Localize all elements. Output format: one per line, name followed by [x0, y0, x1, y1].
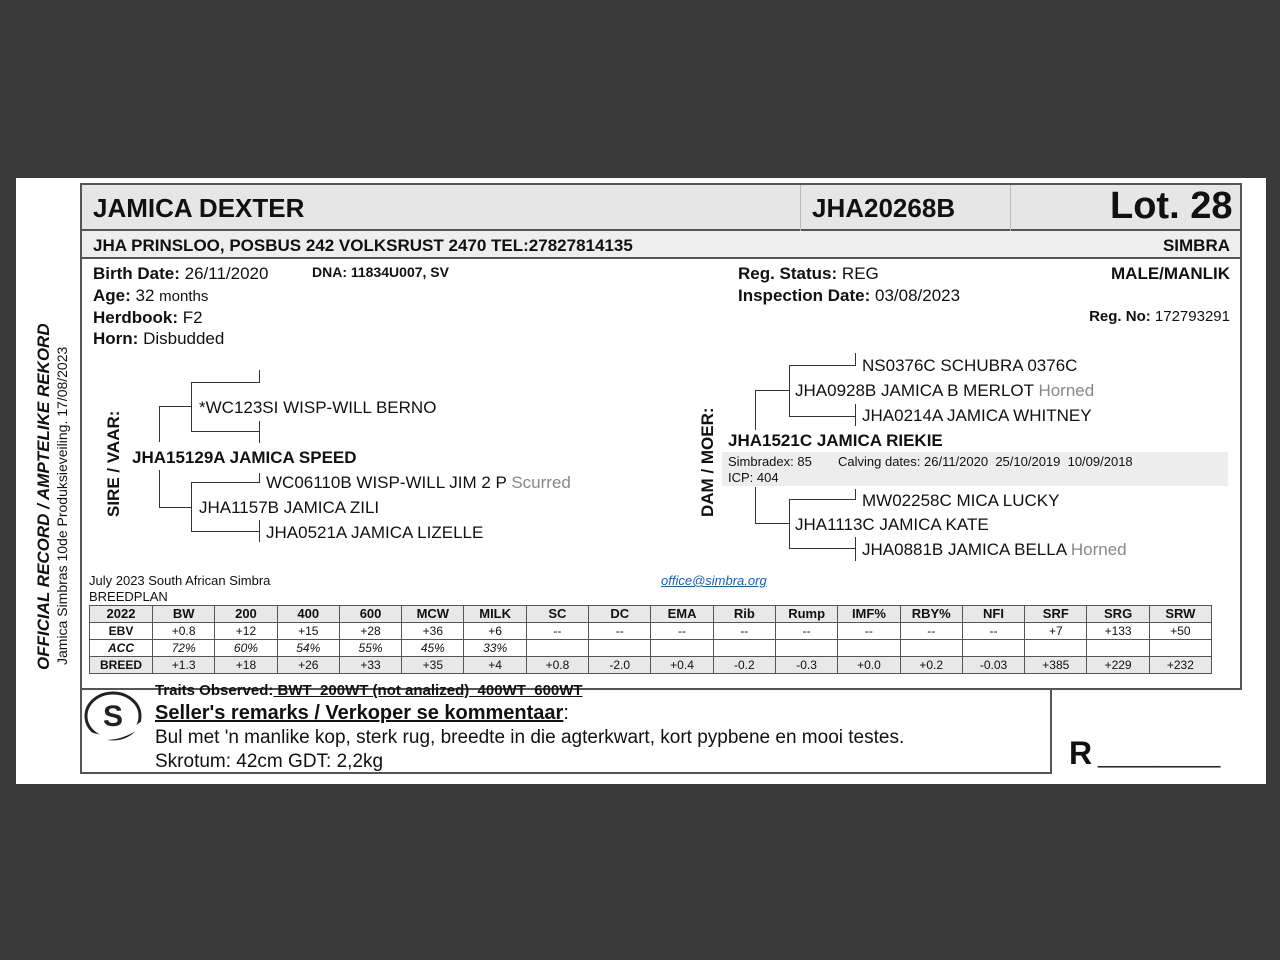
- ebv-cell: [775, 640, 837, 657]
- ebv-cell: SRG: [1087, 606, 1149, 623]
- sire-label: SIRE / VAAR:: [104, 410, 123, 517]
- ebv-cell: [1025, 640, 1087, 657]
- row-label-cell: EBV: [90, 623, 153, 640]
- ped-line: [755, 523, 789, 524]
- r-label: R: [1069, 735, 1093, 771]
- simbra-logo-icon: [82, 688, 146, 744]
- ebv-cell: +0.0: [838, 657, 900, 674]
- ebv-cell: 45%: [402, 640, 464, 657]
- ebv-cell: +4: [464, 657, 526, 674]
- row-label-cell: 2022: [90, 606, 153, 623]
- ebv-cell: --: [713, 623, 775, 640]
- ped-line: [789, 499, 855, 500]
- ebv-cell: -0.3: [775, 657, 837, 674]
- ped-line: [259, 421, 260, 443]
- row-label-cell: ACC: [90, 640, 153, 657]
- dam-sire: JHA0928B JAMICA B MERLOT Horned: [795, 381, 1095, 400]
- svg-text:S: S: [102, 700, 124, 733]
- row-label-cell: BREED: [90, 657, 153, 674]
- dam-dam-sire: MW02258C MICA LUCKY: [862, 491, 1060, 510]
- ebv-cell: [1087, 640, 1149, 657]
- ebv-cell: --: [962, 623, 1024, 640]
- ebv-cell: EMA: [651, 606, 713, 623]
- ebv-cell: +7: [1025, 623, 1087, 640]
- ebv-cell: +385: [1025, 657, 1087, 674]
- ebv-cell: [589, 640, 651, 657]
- ebv-cell: 400: [277, 606, 339, 623]
- official-record-label: OFFICIAL RECORD / AMPTELIKE REKORD: [34, 323, 53, 670]
- remarks-line2: Skrotum: 42cm GDT: 2,2kg: [155, 751, 384, 772]
- ebv-cell: +33: [339, 657, 401, 674]
- ebv-row: [90, 623, 1212, 640]
- divider: [800, 185, 801, 231]
- ebv-cell: 200: [215, 606, 277, 623]
- ebv-cell: --: [900, 623, 962, 640]
- ebv-cell: SRW: [1149, 606, 1211, 623]
- ebv-cell: Rib: [713, 606, 775, 623]
- inspection-date: Inspection Date: 03/08/2023: [738, 286, 961, 305]
- ebv-cell: IMF%: [838, 606, 900, 623]
- ebv-cell: +0.8: [526, 657, 588, 674]
- remarks-line1: Bul met 'n manlike kop, sterk rug, breedte in die agterkwart, kort pypbene en mooi testes.: [155, 727, 905, 748]
- ped-line: [259, 473, 260, 483]
- dna: DNA: 11834U007, SV: [312, 264, 449, 280]
- ebv-cell: --: [589, 623, 651, 640]
- ebv-cell: [713, 640, 775, 657]
- ebv-cell: +35: [402, 657, 464, 674]
- ebv-cell: -0.2: [713, 657, 775, 674]
- reg-status: Reg. Status: REG: [738, 264, 879, 283]
- age: Age: 32 months: [93, 286, 209, 305]
- sire-sire: *WC123SI WISP-WILL BERNO: [199, 398, 437, 417]
- ebv-cell: NFI: [962, 606, 1024, 623]
- dam-name: JHA1521C JAMICA RIEKIE: [728, 431, 943, 450]
- ebv-cell: RBY%: [900, 606, 962, 623]
- dam-dam: JHA1113C JAMICA KATE: [795, 515, 989, 534]
- ped-line: [789, 365, 790, 417]
- ped-line: [789, 548, 855, 549]
- animal-name: JAMICA DEXTER: [93, 193, 305, 223]
- dam-dam-dam: JHA0881B JAMICA BELLA Horned: [862, 540, 1127, 559]
- ebv-cell: 54%: [277, 640, 339, 657]
- ped-line: [855, 489, 856, 500]
- auction-label: Jamica Simbras 10de Produksieveiling. 17/08/2023: [54, 346, 70, 665]
- ebv-cell: 55%: [339, 640, 401, 657]
- ped-line: [789, 416, 855, 417]
- traits-observed: Traits Observed: BWT 200WT (not analized) 400WT 600WT: [155, 682, 583, 699]
- dam-label: DAM / MOER:: [698, 407, 717, 517]
- ped-line: [789, 365, 855, 366]
- ebv-cell: +133: [1087, 623, 1149, 640]
- ebv-cell: [900, 640, 962, 657]
- calving-dates: Calving dates: 26/11/2020 25/10/2019 10/09/2018: [838, 454, 1133, 469]
- ped-line: [259, 370, 260, 383]
- ebv-table: [89, 605, 1212, 674]
- ebv-cell: SC: [526, 606, 588, 623]
- ebv-cell: -2.0: [589, 657, 651, 674]
- ebv-cell: +0.8: [153, 623, 215, 640]
- herdbook: Herdbook: F2: [93, 308, 203, 327]
- ebv-cell: +12: [215, 623, 277, 640]
- animal-id: JHA20268B: [812, 193, 956, 223]
- dam-sire-sire: NS0376C SCHUBRA 0376C: [862, 356, 1078, 375]
- ebv-cell: [651, 640, 713, 657]
- ebv-cell: +50: [1149, 623, 1211, 640]
- ped-line: [159, 470, 160, 507]
- ped-line: [855, 353, 856, 366]
- ebv-cell: --: [526, 623, 588, 640]
- sire-name: JHA15129A JAMICA SPEED: [132, 448, 357, 467]
- horn: Horn: Disbudded: [93, 329, 225, 348]
- ebv-cell: +229: [1087, 657, 1149, 674]
- ped-line: [259, 520, 260, 542]
- ped-line: [191, 482, 192, 532]
- ebv-cell: +18: [215, 657, 277, 674]
- ped-line: [755, 390, 756, 430]
- birth-date: Birth Date: 26/11/2020: [93, 264, 269, 283]
- lot-number: Lot. 28: [1110, 185, 1233, 227]
- ped-line: [191, 382, 259, 383]
- ebv-header-row: [90, 606, 1212, 623]
- ebv-cell: +1.3: [153, 657, 215, 674]
- ebv-cell: +36: [402, 623, 464, 640]
- ebv-cell: Rump: [775, 606, 837, 623]
- ebv-cell: --: [651, 623, 713, 640]
- ped-line: [159, 406, 160, 442]
- sire-dam: JHA1157B JAMICA ZILI: [199, 498, 380, 517]
- acc-row: [90, 640, 1212, 657]
- ped-line: [855, 537, 856, 561]
- divider: [1010, 185, 1011, 231]
- ebv-cell: +0.4: [651, 657, 713, 674]
- dam-sire-dam: JHA0214A JAMICA WHITNEY: [862, 406, 1092, 425]
- ebv-cell: [838, 640, 900, 657]
- sex: MALE/MANLIK: [1111, 264, 1230, 283]
- ebv-cell: +26: [277, 657, 339, 674]
- ebv-cell: --: [775, 623, 837, 640]
- ped-line: [789, 499, 790, 549]
- breed-row: [90, 657, 1212, 674]
- icp: ICP: 404: [728, 470, 779, 485]
- simbradex: Simbradex: 85: [728, 454, 812, 469]
- owner-details: JHA PRINSLOO, POSBUS 242 VOLKSRUST 2470 TEL:27827814135: [93, 236, 633, 255]
- ebv-cell: [526, 640, 588, 657]
- ebv-cell: +232: [1149, 657, 1211, 674]
- email-link[interactable]: office@simbra.org: [661, 573, 767, 588]
- breedplan-line2: BREEDPLAN: [89, 589, 168, 604]
- ped-line: [191, 482, 259, 483]
- ebv-cell: +28: [339, 623, 401, 640]
- seller-remarks-heading: Seller's remarks / Verkoper se kommentaar:: [155, 702, 569, 724]
- ebv-cell: MCW: [402, 606, 464, 623]
- ped-line: [755, 487, 756, 524]
- ebv-cell: BW: [153, 606, 215, 623]
- sire-dam-dam: JHA0521A JAMICA LIZELLE: [266, 523, 484, 542]
- ped-line: [191, 531, 259, 532]
- ebv-cell: 33%: [464, 640, 526, 657]
- ped-line: [191, 431, 259, 432]
- ebv-cell: +0.2: [900, 657, 962, 674]
- ebv-cell: -0.03: [962, 657, 1024, 674]
- r-signature-line[interactable]: __________: [1098, 743, 1221, 768]
- ebv-cell: 600: [339, 606, 401, 623]
- ebv-cell: 60%: [215, 640, 277, 657]
- ebv-cell: +6: [464, 623, 526, 640]
- ebv-cell: [1149, 640, 1211, 657]
- ebv-cell: SRF: [1025, 606, 1087, 623]
- ebv-cell: [962, 640, 1024, 657]
- breed-label: SIMBRA: [1162, 236, 1230, 255]
- ebv-cell: --: [838, 623, 900, 640]
- ped-line: [755, 390, 789, 391]
- ebv-cell: 72%: [153, 640, 215, 657]
- ped-line: [191, 382, 192, 432]
- reg-no: Reg. No: 172793291: [1089, 308, 1230, 325]
- ebv-cell: DC: [589, 606, 651, 623]
- ped-line: [159, 406, 191, 407]
- ebv-cell: +15: [277, 623, 339, 640]
- ebv-cell: MILK: [464, 606, 526, 623]
- sire-dam-sire: WC06110B WISP-WILL JIM 2 P Scurred: [266, 473, 571, 492]
- ped-line: [159, 507, 191, 508]
- breedplan-line1: July 2023 South African Simbra: [89, 573, 271, 588]
- ped-line: [855, 404, 856, 426]
